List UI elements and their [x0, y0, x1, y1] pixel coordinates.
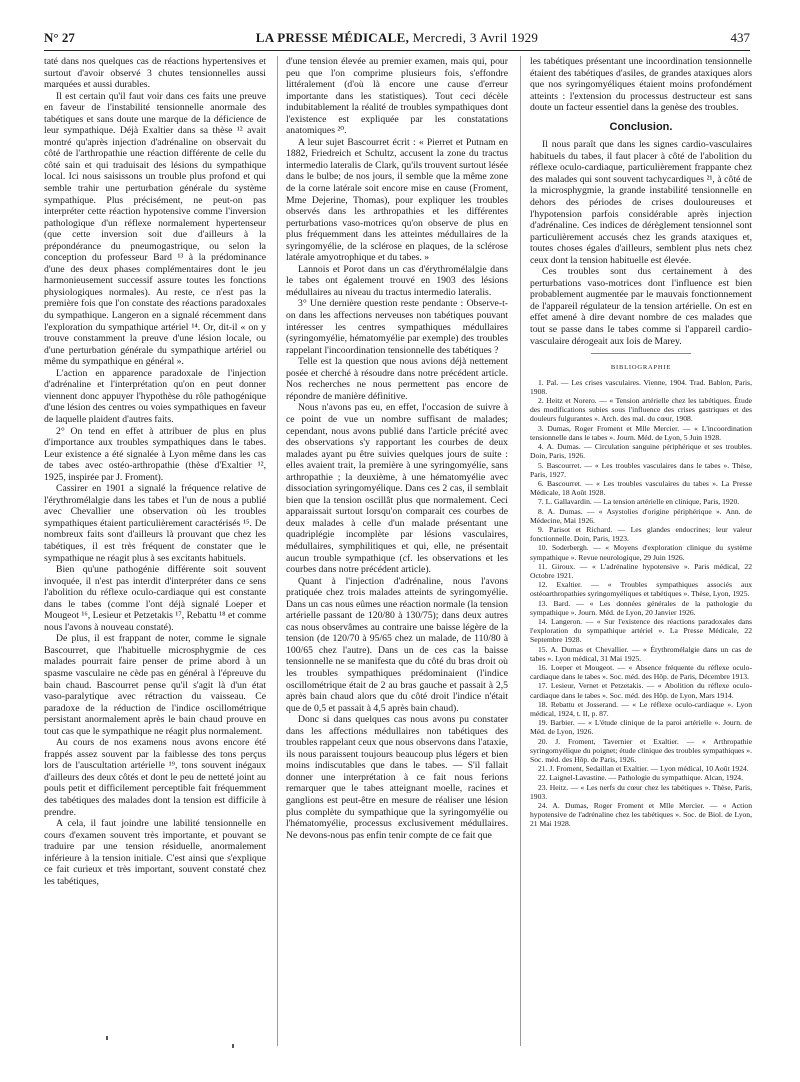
column-2: [286, 56, 508, 841]
page-number-right: 437: [730, 30, 750, 45]
reference-item: 24. A. Dumas, Roger Froment et Mlle Mercier. — « Action hypotensive de l'adrénaline chez les tabétiques ». Soc. de Biol. de Lyon, 21 Mai 1928.: [530, 801, 752, 829]
reference-item: 9. Parisot et Richard. — Les glandes endocrines; leur valeur fonctionnelle. Doin, Paris, 1923.: [530, 524, 752, 544]
journal-title: [44, 30, 750, 46]
column-divider: [520, 56, 521, 1046]
reference-item: 22. Laignel-Lavastine. — Pathologie du sympathique. Alcan, 1924.: [538, 773, 743, 783]
paragraph: De plus, il est frappant de noter, comme le signale Bascourret, que l'habituelle microsphygmie de ces malades pourrait faire penser de prime abord à un spasme vasculaire ne cède pas en général à l'épreuve du bain chaud. Bascourret pense qu'il s'agit là d'un état vaso-paralytique avec rétraction du vaisseau. Ce paradoxe de la réduction de l'indice oscillométrique persistant anormalement après le bain chaud prouve en tout cas que le sympathique ne réagit plus normalement.: [44, 633, 266, 737]
reference-item: 7. L. Gallavardin. — La tension artérielle en clinique, Paris, 1920.: [538, 497, 740, 507]
conclusion-paragraph: Ces troubles sont dus certainement à des perturbations vaso-motrices dont l'influence est bien probablement augmentée par le mauvais fonctionnement de l'appareil régulateur de la tension artérielle. On est en effet amené à dire devant nombre de ces malades que tout se passe dans le tabes comme si l'appareil cardio-vasculaire dérogeait aux lois de Marey.: [530, 266, 752, 347]
paragraph: 3° Une dernière question reste pendante : Observe-t-on dans les affections nerveuses non tabétiques pouvant intéresser les centres sympathiques médullaires (syringomyélie, hématomyélie par exemple) des troubles rappelant l'incoordination tensionnelle des tabétiques ?: [286, 298, 508, 356]
paragraph: A cela, il faut joindre une labilité tensionnelle en cours d'examen souvent très importante, et pouvant se traduire par une tension résiduelle, anormalement inférieure à la tension initiale. C'est ainsi que s'explique ce fait curieux et très important, souvent constaté chez les tabétiques,: [44, 818, 266, 887]
reference-item: 6. Bascourret. — « Les troubles vasculaires du tabes ». La Presse Médicale, 18 Août 1928.: [530, 478, 752, 498]
reference-item: 19. Barbier. — « L'étude clinique de la paroi artérielle ». Journ. de Méd. de Lyon, 1926.: [530, 718, 752, 737]
paragraph: Cassirer en 1901 a signalé la fréquence relative de l'érythromélalgie dans les tabes et l'un de nous a publié avec Chevallier une observation où les troubles sympathiques étaient particulièrement caractérisés ¹⁵. De nombreux faits sont d'ailleurs là prouvant que chez les tabétiques, il est très fréquent de constater que le sympathique ne réagit plus à ses excitants habituels.: [44, 483, 266, 564]
paragraph: les tabétiques présentant une incoordination tensionnelle étaient des tabétiques d'asiles, de grandes ataxiques alors que nos syringomyéliques étaient moins profondément atteints : l'extension du processus destructeur est sans doute un facteur essentiel dans la genèse des troubles.: [530, 56, 752, 114]
reference-item: 11. Giroux. — « L'adrénaline hypotensive ». Paris médical, 22 Octobre 1921.: [530, 561, 752, 580]
reference-item: 2. Heitz et Norero. — « Tension artérielle chez les tabétiques. Étude des modifications subies sous l'influence des crises gastriques et des douleurs fulgurantes ». Arch. des mal. du cœur, 1908.: [530, 396, 752, 424]
print-speck: [232, 1044, 234, 1048]
reference-item: 20. J. Froment, Tavernier et Exaltier. — « Arthropathie syringomyélique du poignet; étude clinique des troubles sympathiques ». Soc. méd. des Hôp. de Paris, 1926.: [530, 736, 752, 764]
reference-item: 10. Soderbergh. — « Moyens d'exploration clinique du système sympathique ». Revue neurologique, 29 Juin 1926.: [530, 543, 752, 562]
paragraph: Bien qu'une pathogénie différente soit souvent invoquée, il n'est pas interdit d'interpréter dans ce sens l'abolition du réflexe oculo-cardiaque qui est constante dans le tabes (comme l'ont déjà signalé Loeper et Mougeot ¹⁶, Lesieur et Petzetakis ¹⁷, Rebattu ¹⁸ et comme nous l'avons à nouveau constaté).: [44, 564, 266, 633]
column-1: [44, 56, 266, 887]
issue-date: Mercredi, 3 Avril 1929: [409, 30, 539, 45]
reference-item: 15. A. Dumas et Chevallier. — « Érythromélalgie dans un cas de tabes ». Lyon médical, 31 Mai 1925.: [530, 644, 752, 663]
column-divider: [277, 56, 278, 1046]
reference-item: 3. Dumas, Roger Froment et Mlle Mercier. — « L'incoordination tensionnelle dans le tabes ». Journ. Méd. de Lyon, 5 Juin 1928.: [530, 423, 752, 442]
paragraph: d'une tension élevée au premier examen, mais qui, pour peu que l'on comprime plusieurs fois, s'effondre littéralement (d'où là encore une cause d'erreur importante dans les statistiques). Tout ceci décèle indubitablement la réalité de troubles sympathiques dont l'existence est expliquée par les constatations anatomiques ²⁰.: [286, 56, 508, 137]
conclusion-paragraph: Il nous paraît que dans les signes cardio-vasculaires habituels du tabes, il faut placer à côté de l'abolition du réflexe oculo-cardiaque, particulièrement frappante chez des malades qui sont souvent tachycardiques ²¹, à côté de la microsphygmie, la grande instabilité tensionnelle en dehors des périodes de crises douloureuses et l'hypotension parfois considérable après injection d'adrénaline. Ces indices de dérèglement tensionnel sont particulièrement accusés chez les grands ataxiques et, toutes choses égales d'ailleurs, semblent plus nets chez ceux dont la tension habituelle est élevée.: [530, 139, 752, 266]
paragraph: Quant à l'injection d'adrénaline, nous l'avons pratiquée chez trois malades atteints de syringomyélie. Dans un cas nous eûmes une réaction normale (la tension artérielle passant de 120/80 à 130/75); dans deux autres cas nous observâmes au contraire une baisse légère de la tension (de 120/70 à 95/65 chez un malade, de 110/80 à 100/65 chez l'autre). Dans un de ces cas la baisse tensionnelle ne se manifesta que du côté du bras droit où les troubles sympathiques prédominaient (l'indice oscillométrique était de 2 au bras gauche et passait à 2,5 après bain chaud alors que du côté droit l'indice n'était que de 0,5 et passait à 4,5 après bain chaud).: [286, 575, 508, 714]
reference-item: 21. J. Froment, Sedaillan et Exaltier. — Lyon médical, 10 Août 1924.: [538, 764, 749, 774]
print-speck: [106, 1036, 108, 1040]
column-3: [530, 56, 752, 829]
paragraph: Lannois et Porot dans un cas d'érythromélalgie dans le tabes ont également trouvé en 1903 des lésions médullaires au niveau du tractus intermedio lateralis.: [286, 263, 508, 298]
page-number-left: N° 27: [44, 30, 75, 45]
paragraph: Il est certain qu'il faut voir dans ces faits une preuve en faveur de l'instabilité tensionnelle anormale des tabétiques et sans doute une marque de la déficience de leur sympathique. Déjà Exaltier dans sa thèse ¹² avait montré qu'après injection d'adrénaline on observait du côté de l'arthropathie une réaction différente de celle du côté sain et qui traduisait des lésions du sympathique local. Ici nous saisissons un trouble plus profond et qui semble trahir une perturbation générale du système sympathique. Plus précisément, ne peut-on pas interpréter cette réaction hypotensive comme l'inversion pathologique d'un réflexe normalement hypertenseur (que cette inversion soit due d'ailleurs à la prépondérance du pneumogastrique, ou selon la conception du professeur Bard ¹³ à la prédominance d'une des deux phases complémentaires dont le jeu harmonieusement successif assure toutes les fonctions physiologiques normales). Au reste, ce n'est pas la première fois que l'on constate des réactions paradoxales du sympathique. Langeron en a signalé récemment dans l'exploration du sympathique artériel ¹⁴. Or, dit-il « on y trouve constamment la preuve d'une lésion locale, ou d'une perturbation générale du sympathique artériel ou même du sympathique en général ».: [44, 90, 266, 368]
reference-item: 1. Pal. — Les crises vasculaires. Vienne, 1904. Trad. Bablon, Paris, 1908.: [530, 377, 752, 396]
conclusion-heading: Conclusion.: [609, 120, 673, 133]
paragraph: L'action en apparence paradoxale de l'injection d'adrénaline et l'interprétation qu'on en peut donner viennent donc appuyer l'hypothèse du rôle pathogénique d'une lésion des centres ou voies sympathiques en faveur de laquelle plaident d'autres faits.: [44, 367, 266, 425]
reference-item: 14. Langeron. — « Sur l'existence des réactions paradoxales dans l'exploration du sympathique artériel ». La Presse Médicale, 22 Septembre 1928.: [530, 616, 752, 645]
reference-item: 17. Lesieur, Vernet et Petzetakis. — « Abolition du réflexe oculo-cardiaque dans le tabes ». Soc. méd. des Hôp. de Lyon, Mars 1914.: [530, 681, 752, 700]
reference-item: 5. Bascourret. — « Les troubles vasculaires dans le tabes ». Thèse, Paris, 1927.: [530, 460, 752, 479]
reference-item: 4. A. Dumas. — Circulation sanguine périphérique et ses troubles. Doin, Paris, 1926.: [530, 442, 752, 461]
journal-name: LA PRESSE MÉDICALE,: [255, 30, 410, 45]
reference-item: 8. A. Dumas. — « Asystolies d'origine périphérique ». Ann. de Médecine, Mai 1926.: [530, 506, 752, 525]
paragraph: taté dans nos quelques cas de réactions hypertensives et surtout d'avoir observé 3 chutes tensionnelles aussi marquées et aussi durables.: [44, 56, 266, 91]
paragraph: Telle est la question que nous avions déjà nettement posée et cherché à résoudre dans notre précédent article. Nos recherches ne nous permettent pas encore de répondre de manière définitive.: [286, 356, 508, 402]
bibliography-heading: BIBLIOGRAPHIE: [610, 364, 672, 372]
paragraph: 2° On tend en effet à attribuer de plus en plus d'importance aux troubles sympathiques dans le tabes. Leur existence a été signalée à Lyon même dans les cas de tabes avec ostéo-arthropathie (thèse d'Exaltier ¹², 1925, inspirée par J. Froment).: [44, 425, 266, 483]
header-rule: [44, 50, 750, 51]
page-header: [44, 30, 750, 46]
paragraph: Au cours de nos examens nous avons encore été frappés assez souvent par la faiblesse des tons perçus lors de l'auscultation artérielle ¹⁹, tons souvent inégaux d'ailleurs des deux côtés et dont le peu de netteté joint au pouls petit et difficilement perceptible fait fréquemment des tabétiques des malades dont la tension est difficile à prendre.: [44, 737, 266, 818]
paragraph: A leur sujet Bascourret écrit : « Pierret et Putnam en 1882, Friedreich et Schultz, accusent la zone du tractus intermedio lateralis de Clark, qu'ils trouvent surtout lésée dans le bulbe; de nos jours, il semble que la même zone de la corne latérale soit encore mise en cause (Froment, Mme Dejerine, Thomas), pour expliquer les troubles observés dans les arthropathies et les différentes perturbations vaso-motrices qu'on observe de plus en plus fréquemment dans les atteintes médullaires de la syringomyélie, de la sclérose en plaques, de la sclérose latérale amyotrophique et du tabes. »: [286, 136, 508, 264]
paragraph: Nous n'avons pas eu, en effet, l'occasion de suivre à ce point de vue un nombre suffisant de malades; cependant, nous avons publié dans l'article précité avec des observations s'y rapportant les courbes de deux malades ayant pu être suivies quelques jours de suite : elles avaient trait, la première à une syringomyélie, sans arthropathie ; la deuxième, à une hématomyélie avec dissociation syringomyélique. Dans ces 2 cas, il semblait bien que la tension oscillât plus que normalement. Ceci apparaissait surtout lorsqu'on comparait ces courbes de deux malades à celle d'un malade présentant une quadriplégie incomplète par lésions vasculaires, médullaires, symphilitiques et qui, elle, ne présentait aucun trouble sympathique (cf. les observations et les courbes dans notre précédent article).: [286, 402, 508, 576]
reference-item: 16. Loeper et Mougeot. — « Absence fréquente du réflexe oculo-cardiaque dans le tabes ». Soc. méd. des Hôp. de Paris, Décembre 1913.: [530, 662, 752, 682]
reference-item: 23. Heitz. — « Les nerfs du cœur chez les tabétiques ». Thèse, Paris, 1903.: [530, 782, 752, 801]
paragraph: Donc si dans quelques cas nous avons pu constater dans les affections médullaires non tabétiques des troubles rappelant ceux que nous observons dans l'ataxie, ils nous paraissent toujours beaucoup plus légers et bien moins indiscutables que dans le tabes. — S'il fallait donner une interprétation à ce fait nous ferions remarquer que le tabes atteignant moelle, racines et ganglions est peut-être en mesure de réaliser une lésion plus complète du sympathique que la syringomyélie ou l'hématomyélie, processus exclusivement médullaires. Ne devons-nous pas enfin tenir compte de ce fait que: [286, 714, 508, 841]
bibliography-list: [530, 378, 752, 829]
reference-item: 12. Exaltier. — « Troubles sympathiques associés aux ostéoarthropathies syringomyéliques et tabétiques ». Thèse, Lyon, 1925.: [530, 580, 752, 599]
section-rule: [591, 353, 691, 354]
reference-item: 18. Rebattu et Josserand. — « Le réflexe oculo-cardiaque ». Lyon médical, 1924, t. II, p. 87.: [530, 699, 752, 718]
reference-item: 13. Bard. — « Les données générales de la pathologie du sympathique ». Journ. Méd. de Lyon, 20 Janvier 1926.: [530, 598, 752, 617]
